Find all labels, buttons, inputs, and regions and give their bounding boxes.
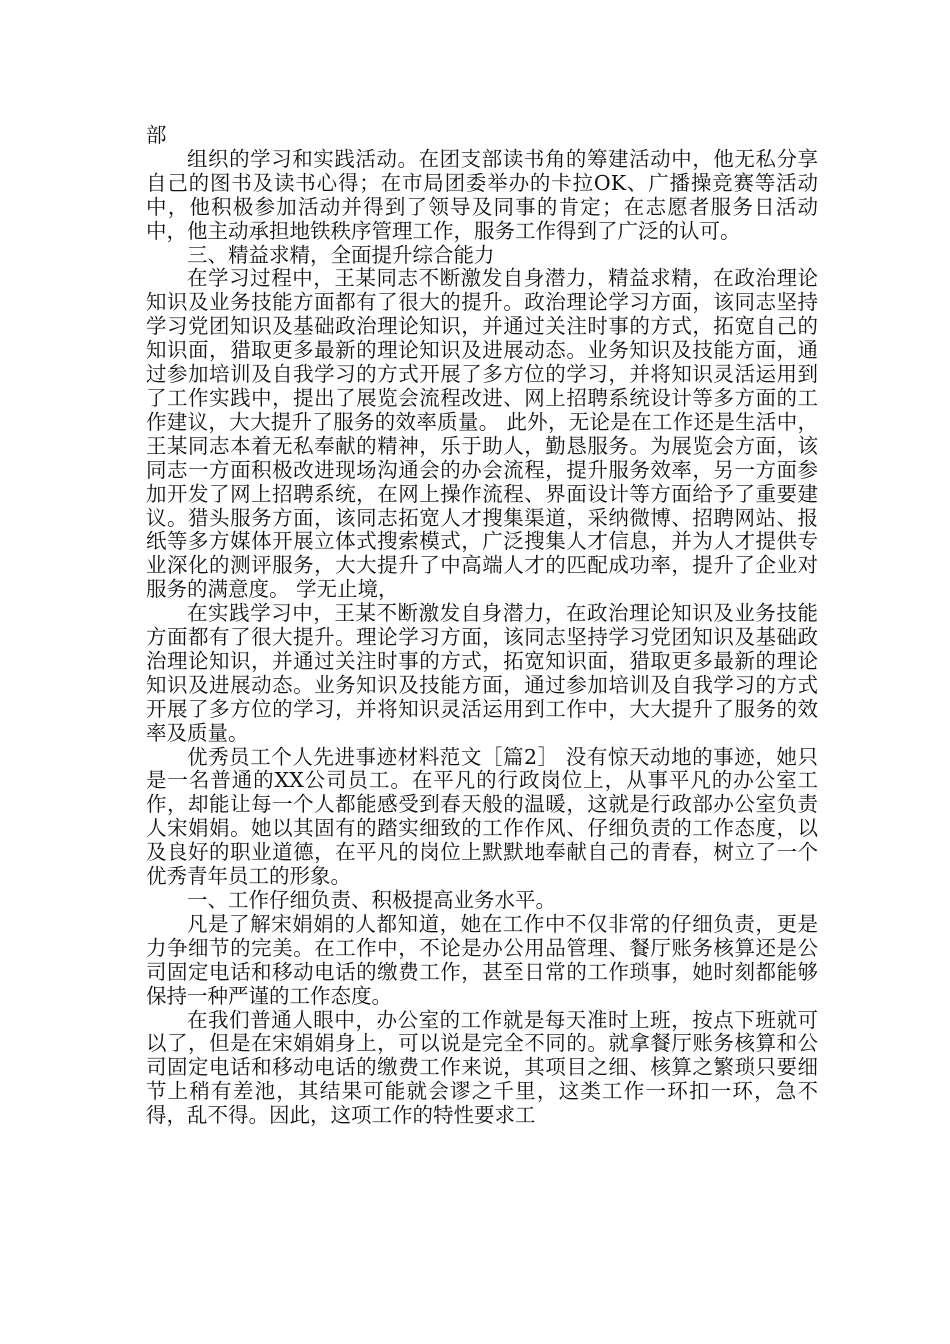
paragraph-learning: 在学习过程中，王某同志不断激发自身潜力，精益求精，在政治理论知识及业务技能方面都有了很大的提升。政治理论学习方面，该同志坚持学习党团知识及基础政治理论知识，并通过关注时事的方式，拓宽自己的知识面，猎取更多最新的理论知识及进展动态。业务知识及技能方面，通过参加培训及自我学习的方式开展了多方位的学习，并将知识灵活运用到了工作实践中，提出了展览会流程改进、网上招聘系统设计等多方面的工作建议，大大提升了服务的效率质量。 此外，无论是在工作还是生活中，王某同志本着无私奉献的精神，乐于助人，勤恳服务。为展览会方面，该同志一方面积极改进现场沟通会的办会流程，提升服务效率，另一方面参加开发了网上招聘系统，在网上操作流程、界面设计等方面给予了重要建议。猎头服务方面，该同志拓宽人才搜集渠道，采纳微博、招聘网站、报纸等多方媒体开展立体式搜索模式，广泛搜集人才信息，并为人才提供专业深化的测评服务，大大提升了中高端人才的匹配成功率，提升了企业对服务的满意度。 学无止境， — [146, 266, 818, 602]
paragraph-article-2-intro: 优秀员工个人先进事迹材料范文［篇2］ 没有惊天动地的事迹，她只是一名普通的XX公司员工。在平凡的行政岗位上，从事平凡的办公室工作，却能让每一个人都能感受到春天般的温暖，这就是行政部办公室负责人宋娟娟。她以其固有的踏实细致的工作作风、仔细负责的工作态度，以及良好的职业道德，在平凡的岗位上默默地奉献自己的青春，树立了一个优秀青年员工的形象。 — [146, 744, 818, 889]
section-heading-1: 一、工作仔细负责、积极提高业务水平。 — [187, 888, 556, 912]
paragraph-office-work: 在我们普通人眼中，办公室的工作就是每天准时上班，按点下班就可以了，但是在宋娟娟身上，可以说是完全不同的。就拿餐厅账务核算和公司固定电话和移动电话的缴费工作来说，其项目之细、核算之繁琐只要细节上稍有差池，其结果可能就会谬之千里，这类工作一环扣一环，急不得，乱不得。因此，这项工作的特性要求工 — [146, 1007, 818, 1128]
paragraph-careful: 凡是了解宋娟娟的人都知道，她在工作中不仅非常的仔细负责，更是力争细节的完美。在工作中，不论是办公用品管理、餐厅账务核算还是公司固定电话和移动电话的缴费工作，甚至日常的工作琐事，她时刻都能够保持一种严谨的工作态度。 — [146, 911, 818, 1008]
paragraph-fragment: 部 — [146, 123, 167, 147]
paragraph-practice: 在实践学习中，王某不断激发自身潜力，在政治理论知识及业务技能方面都有了很大提升。理论学习方面，该同志坚持学习党团知识及基础政治理论知识，并通过关注时事的方式，拓宽知识面，猎取更多最新的理论知识及进展动态。业务知识及技能方面，通过参加培训及自我学习的方式开展了多方位的学习，并将知识灵活运用到工作中，大大提升了服务的效率及质量。 — [146, 601, 818, 745]
paragraph-activities: 组织的学习和实践活动。在团支部读书角的筹建活动中，他无私分享自己的图书及读书心得；在市局团委举办的卡拉OK、广播操竞赛等活动中，他积极参加活动并得到了领导及同事的肯定；在志愿者服务日活动中，他主动承担地铁秩序管理工作，服务工作得到了广泛的认可。 — [146, 146, 818, 243]
document-page — [146, 124, 818, 1128]
section-heading-3: 三、精益求精，全面提升综合能力 — [187, 242, 495, 267]
